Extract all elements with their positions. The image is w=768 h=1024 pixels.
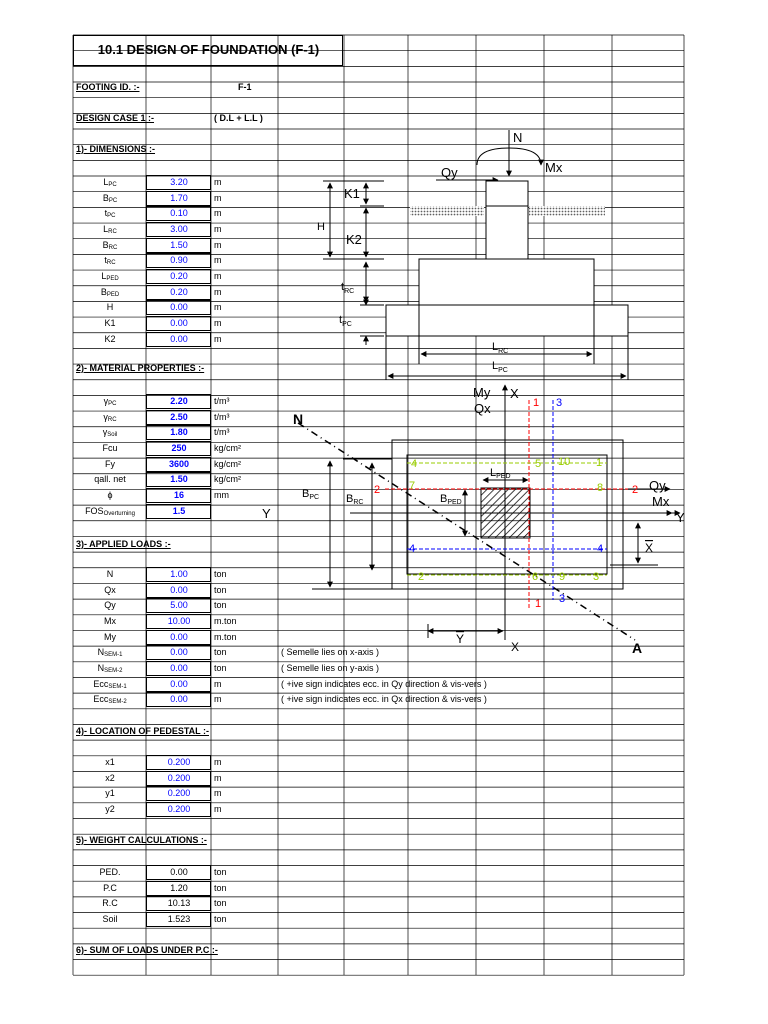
load-value-4[interactable]: 0.00 — [170, 631, 188, 642]
mat-value-3[interactable]: 250 — [171, 443, 187, 453]
neutral-axis-line — [298, 423, 635, 640]
footing-id-value[interactable]: F-1 — [238, 82, 252, 92]
load-label-6-symbol: N — [97, 663, 105, 674]
dim-unit-10: m — [214, 333, 222, 344]
footing-id-label: FOOTING ID. :- — [76, 82, 140, 92]
load-value-1[interactable]: 0.00 — [170, 584, 188, 595]
marker-7: 7 — [409, 480, 416, 492]
load-label-7-symbol: Ecc — [93, 678, 109, 689]
marker-1-top: 1 — [533, 397, 540, 409]
load-label-0-symbol: N — [106, 569, 114, 579]
load-label-5-subscript: SEM-1 — [104, 652, 123, 659]
load-label-5-symbol: N — [97, 647, 105, 658]
mat-unit-1: t/m³ — [214, 411, 230, 422]
section-material: 2)- MATERIAL PROPERTIES :- — [76, 363, 205, 373]
mat-value-6[interactable]: 16 — [173, 490, 184, 501]
mat-label-1-subscript: RC — [107, 416, 117, 423]
pedestal — [486, 206, 528, 259]
weight-label-1: P.C — [103, 882, 117, 893]
plan-qy-label: Qy — [649, 478, 666, 493]
page-title: 10.1 DESIGN OF FOUNDATION (F-1) — [97, 42, 320, 57]
dim-value-7[interactable]: 0.20 — [170, 286, 188, 297]
dim-label-7-subscript: PED — [106, 291, 120, 298]
elev-tpc-label: $t_{PC}$ — [339, 314, 352, 328]
load-label-4-symbol: My — [104, 631, 116, 642]
ped-label-3: y2 — [105, 804, 115, 814]
dim-unit-4: m — [214, 239, 222, 250]
mat-value-5[interactable]: 1.50 — [170, 474, 188, 485]
marker-1-bottom: 1 — [535, 598, 542, 610]
elev-k1-label: K1 — [344, 186, 360, 201]
elev-n-label: N — [513, 130, 523, 145]
plan-bped-label: BPED — [440, 493, 462, 506]
load-unit-5: ton — [214, 647, 227, 658]
load-note-8: ( +ive sign indicates ecc. in Qx direction & vis-vers ) — [281, 694, 487, 705]
dim-label-10-symbol: K2 — [104, 333, 116, 344]
mat-unit-3: kg/cm² — [214, 443, 241, 453]
dim-value-10[interactable]: 0.00 — [170, 333, 188, 344]
dim-unit-7: m — [214, 286, 222, 297]
weight-value-1: 1.20 — [170, 882, 188, 893]
mat-value-1[interactable]: 2.50 — [170, 411, 188, 422]
plan-ybar-label: Y — [456, 632, 465, 646]
design-case-label: DESIGN CASE 1 :- — [76, 113, 155, 123]
marker-4-top-left: 4 — [411, 458, 418, 470]
dim-label-5-symbol: t — [104, 255, 107, 266]
dim-label-0-subscript: PC — [108, 182, 117, 188]
section-loads: 3)- APPLIED LOADS :- — [76, 539, 171, 549]
ped-label-2: y1 — [105, 788, 115, 799]
marker-2-left: 2 — [374, 484, 381, 496]
plan-x-label: X — [510, 386, 519, 401]
marker-2-right: 2 — [632, 484, 639, 496]
mat-label-7-subscript: Overturning — [103, 510, 135, 517]
weight-unit-2: ton — [214, 898, 227, 909]
section-weights: 5)- WEIGHT CALCULATIONS :- — [76, 835, 207, 845]
section-sum-loads: 6)- SUM OF LOADS UNDER P.C :- — [76, 945, 218, 955]
load-value-5[interactable]: 0.00 — [170, 647, 188, 658]
mat-value-7[interactable]: 1.5 — [172, 505, 186, 516]
ped-value-0[interactable]: 0.200 — [167, 757, 191, 767]
dim-label-1-subscript: PC — [108, 197, 118, 204]
load-unit-4: m.ton — [214, 631, 237, 642]
weight-label-0: PED. — [99, 867, 121, 877]
rc-footing — [419, 259, 594, 305]
dim-label-8-symbol: H — [106, 302, 114, 313]
plan-brc-label: BRC — [346, 493, 364, 506]
weight-unit-1: ton — [214, 882, 227, 893]
load-label-3-symbol: Mx — [104, 616, 116, 626]
marker-4-right: 4 — [597, 543, 604, 555]
mat-label-4-symbol: Fy — [105, 458, 115, 469]
load-unit-8: m — [214, 694, 222, 705]
load-label-2-symbol: Qy — [104, 600, 116, 611]
pc-footing — [386, 305, 628, 336]
marker-10: 10 — [558, 456, 571, 468]
dim-label-3-subscript: RC — [108, 229, 117, 235]
marker-1-green: 1 — [596, 457, 603, 469]
plan-y-label: Y — [262, 506, 271, 521]
elev-mx-label: Mx — [545, 160, 563, 175]
weight-value-2: 10.13 — [167, 898, 191, 909]
elev-lpc-label: $L_{PC}$ — [492, 360, 508, 374]
elev-qy-label: Qy — [441, 165, 458, 180]
load-label-6-subscript: SEM-2 — [104, 668, 123, 675]
mat-unit-0: t/m³ — [214, 396, 230, 406]
load-note-7: ( +ive sign indicates ecc. in Qy direction & vis-vers ) — [281, 678, 487, 689]
load-label-7-subscript: SEM-1 — [108, 683, 127, 690]
ped-unit-3: m — [214, 804, 222, 814]
load-value-3[interactable]: 10.00 — [167, 616, 191, 626]
marker-2-bottom: 2 — [418, 571, 425, 583]
load-unit-1: ton — [214, 584, 227, 595]
plan-n-label: N — [293, 411, 304, 427]
ped-unit-1: m — [214, 772, 222, 783]
ped-value-1[interactable]: 0.200 — [167, 772, 191, 783]
marker-4-left: 4 — [409, 543, 416, 555]
mat-unit-2: t/m³ — [214, 427, 230, 438]
dim-value-9[interactable]: 0.00 — [170, 318, 188, 329]
mat-label-1-symbol: γ — [103, 411, 108, 422]
load-value-6[interactable]: 0.00 — [170, 663, 188, 674]
elev-lrc-label: $L_{RC}$ — [492, 341, 509, 355]
dim-label-3-symbol: L — [103, 224, 109, 234]
dim-label-4-symbol: B — [102, 239, 109, 250]
dim-label-7-symbol: B — [100, 286, 107, 297]
load-label-8-subscript: SEM-2 — [108, 699, 127, 706]
mat-label-2-symbol: γ — [102, 427, 108, 438]
load-note-5: ( Semelle lies on x-axis ) — [281, 647, 380, 658]
dim-unit-9: m — [214, 318, 222, 329]
weight-value-3: 1.523 — [167, 914, 191, 924]
dim-unit-3: m — [214, 224, 222, 234]
ped-value-3[interactable]: 0.200 — [167, 804, 191, 814]
dim-label-1-symbol: B — [102, 192, 109, 203]
weight-value-0: 0.00 — [170, 867, 188, 877]
dim-unit-8: m — [214, 302, 222, 313]
dim-value-3[interactable]: 3.00 — [170, 224, 188, 234]
dim-label-6-symbol: L — [101, 271, 107, 282]
dim-value-4[interactable]: 1.50 — [170, 239, 188, 250]
elev-trc-label: $t_{RC}$ — [341, 281, 355, 295]
load-label-8-symbol: Ecc — [93, 694, 109, 705]
load-value-2[interactable]: 5.00 — [170, 600, 188, 611]
plan-y2-label: Y — [676, 510, 685, 525]
marker-3-bottom: 3 — [559, 593, 566, 605]
mat-value-4[interactable]: 3600 — [168, 458, 190, 469]
marker-3-top: 3 — [556, 397, 563, 409]
mat-label-7-symbol: FOS — [85, 505, 104, 516]
load-unit-7: m — [214, 678, 222, 689]
section-dimensions: 1)- DIMENSIONS :- — [76, 144, 156, 154]
dim-value-6[interactable]: 0.20 — [170, 271, 188, 282]
dim-unit-5: m — [214, 255, 222, 266]
dim-unit-6: m — [214, 271, 222, 282]
marker-6: 6 — [532, 571, 539, 583]
plan-mx-label: Mx — [652, 494, 670, 509]
dim-label-6-subscript: PED — [106, 276, 119, 283]
marker-5: 5 — [535, 458, 542, 470]
mat-unit-4: kg/cm² — [214, 458, 241, 469]
dim-label-9-symbol: K1 — [104, 318, 116, 329]
elev-k2-label: K2 — [346, 232, 362, 247]
load-value-8[interactable]: 0.00 — [170, 694, 188, 705]
dim-unit-1: m — [214, 192, 222, 203]
weight-unit-0: ton — [214, 867, 227, 877]
plan-xb-label: X — [511, 640, 520, 654]
mat-label-2-subscript: Soil — [107, 432, 118, 439]
marker-9: 9 — [559, 571, 566, 583]
mat-value-2[interactable]: 1.80 — [170, 427, 188, 438]
load-unit-6: ton — [214, 663, 227, 674]
dim-value-1[interactable]: 1.70 — [170, 192, 188, 203]
weight-label-3: Soil — [102, 914, 118, 924]
dim-unit-2: m — [214, 208, 222, 219]
dim-label-4-subscript: RC — [108, 244, 118, 251]
plan-view — [298, 385, 680, 640]
load-unit-2: ton — [214, 600, 227, 611]
mat-label-3-symbol: Fcu — [102, 443, 118, 453]
elevation-view — [323, 130, 628, 380]
mat-unit-5: kg/cm² — [214, 474, 241, 485]
load-label-1-symbol: Qx — [104, 584, 116, 595]
plan-lped-label: LPED — [490, 467, 511, 480]
dim-value-2[interactable]: 0.10 — [170, 208, 188, 219]
dim-unit-0: m — [214, 177, 222, 187]
load-value-0[interactable]: 1.00 — [170, 569, 188, 579]
plan-my-label: My — [473, 385, 491, 400]
plan-qx-label: Qx — [474, 401, 491, 416]
weight-label-2: R.C — [102, 898, 118, 909]
mat-label-0-subscript: PC — [108, 401, 117, 407]
marker-8: 8 — [597, 482, 604, 494]
load-unit-3: m.ton — [214, 616, 237, 626]
ped-value-2[interactable]: 0.200 — [167, 788, 191, 799]
plan-a-label: A — [632, 640, 643, 656]
ped-label-1: x2 — [105, 772, 115, 783]
elev-h-label: H — [317, 221, 325, 233]
load-value-7[interactable]: 0.00 — [170, 678, 188, 689]
column-stub — [486, 181, 528, 206]
title-box — [73, 35, 343, 66]
mat-unit-6: mm — [214, 490, 229, 501]
dim-label-2-subscript: PC — [107, 213, 116, 220]
mat-label-5-symbol: qall. net — [94, 474, 126, 485]
soil-right — [529, 206, 605, 216]
ped-unit-0: m — [214, 757, 222, 767]
mat-label-6-symbol: ϕ — [107, 490, 113, 501]
section-pedestal: 4)- LOCATION OF PEDESTAL :- — [76, 726, 209, 736]
ped-unit-2: m — [214, 788, 222, 799]
dim-label-5-subscript: RC — [106, 260, 116, 267]
design-case-value: ( D.L + L.L ) — [214, 113, 263, 123]
dim-value-0[interactable]: 3.20 — [170, 177, 188, 187]
load-unit-0: ton — [214, 569, 227, 579]
dim-value-8[interactable]: 0.00 — [170, 302, 188, 313]
dim-label-0-symbol: L — [103, 177, 109, 187]
plan-bpc-label: BPC — [302, 488, 320, 501]
load-note-6: ( Semelle lies on y-axis ) — [281, 663, 380, 674]
soil-left — [410, 206, 484, 216]
plan-xbar-label: X — [645, 541, 654, 555]
marker-3-bottom-green: 3 — [593, 571, 600, 583]
mat-value-0[interactable]: 2.20 — [170, 396, 188, 406]
dim-label-2-symbol: t — [104, 208, 108, 219]
mat-label-0-symbol: γ — [103, 396, 109, 406]
dim-value-5[interactable]: 0.90 — [170, 255, 188, 266]
weight-unit-3: ton — [214, 914, 227, 924]
ped-label-0: x1 — [105, 757, 115, 767]
